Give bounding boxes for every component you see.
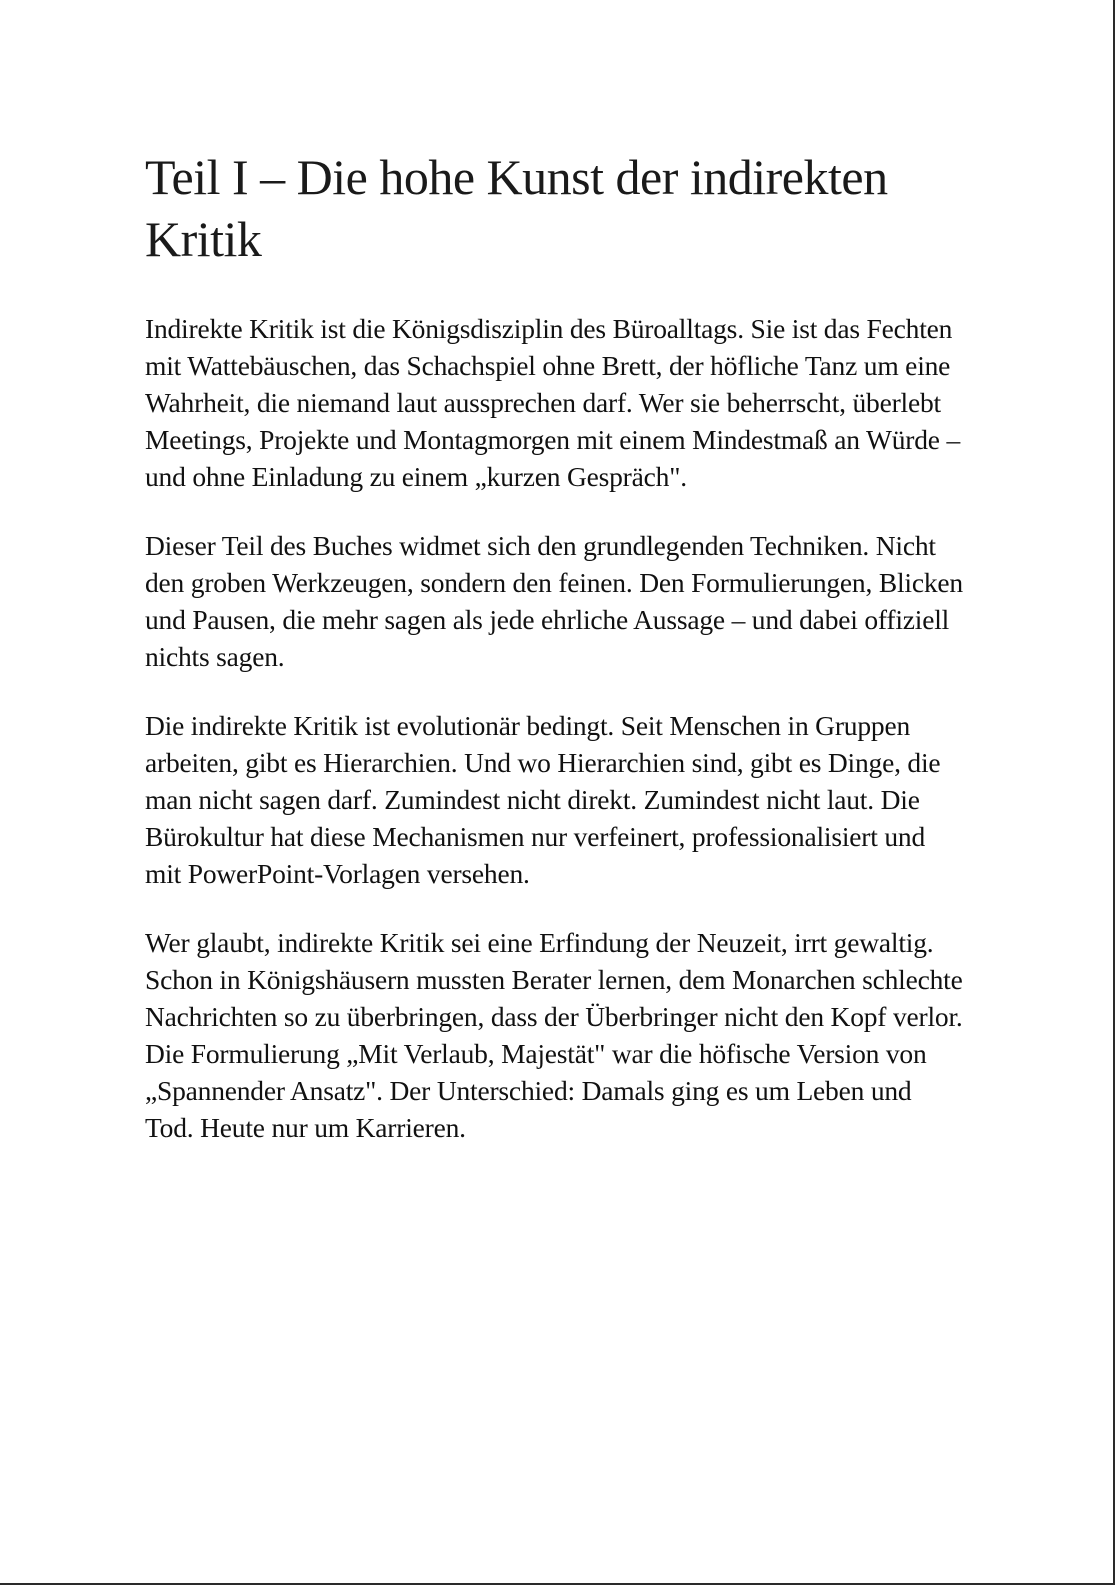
paragraph-3: Die indirekte Kritik ist evolutionär bedingt. Seit Menschen in Gruppen arbeiten, gibt es Hierarchien. Und wo Hierarchien sind, gibt es Dinge, die man nicht sagen darf. Zumindest nicht direkt. Zumindest nicht laut. Die Bürokultur hat diese Mechanismen nur verfeinert, professionalisiert und mit PowerPoint-Vorlagen versehen. [145,710,941,889]
page-content [145,146,965,1178]
paragraph-4: Wer glaubt, indirekte Kritik sei eine Erfindung der Neuzeit, irrt gewaltig. Schon in Königshäusern mussten Berater lernen, dem Monarchen schlechte Nachrichten so zu überbringen, dass der Überbringer nicht den Kopf verlor. Die Formulierung „Mit Verlaub, Majestät" war die höfische Version von „Spannender Ansatz". Der Unterschied: Damals ging es um Leben und Tod. Heute nur um Karrieren. [145,927,963,1143]
chapter-title: Teil I – Die hohe Kunst der indirekten Kritik [145,149,888,267]
paragraph-1: Indirekte Kritik ist die Königsdisziplin des Büroalltags. Sie ist das Fechten mit Wattebäuschen, das Schachspiel ohne Brett, der höfliche Tanz um eine Wahrheit, die niemand laut aussprechen darf. Wer sie beherrscht, überlebt Meetings, Projekte und Montagmorgen mit einem Mindestmaß an Würde – und ohne Einladung zu einem „kurzen Gespräch". [145,313,961,492]
paragraph-2: Dieser Teil des Buches widmet sich den grundlegenden Techniken. Nicht den groben Werkzeugen, sondern den feinen. Den Formulierungen, Blicken und Pausen, die mehr sagen als jede ehrliche Aussage – und dabei offiziell nichts sagen. [145,530,963,672]
